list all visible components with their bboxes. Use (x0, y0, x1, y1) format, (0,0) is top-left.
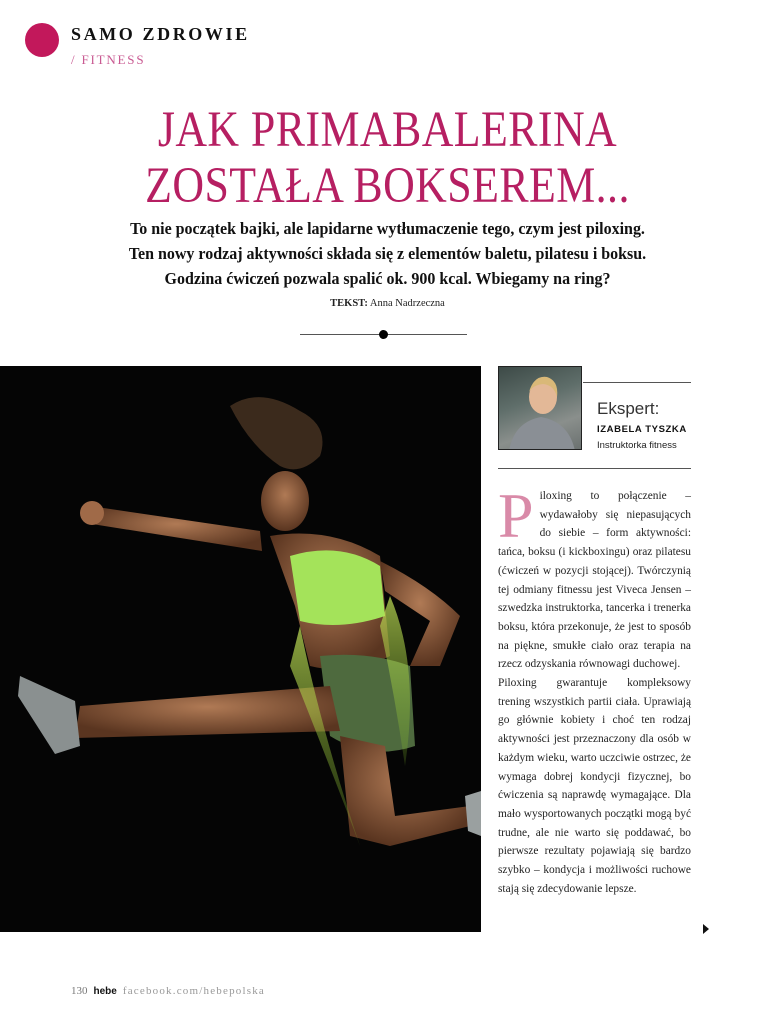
byline (0, 298, 775, 309)
lead-line-2: Ten nowy rodzaj aktywności składa się z elementów baletu, pilatesu i boksu. (128, 244, 647, 263)
body-paragraph-1 (498, 480, 691, 674)
section-marker-dot (25, 23, 59, 57)
article-lead (27, 216, 748, 291)
byline-label: TEKST: (330, 298, 368, 309)
page-footer (71, 985, 265, 997)
lead-line-3: Godzina ćwiczeń pozwala spalić ok. 900 kcal. Wbiegamy na ring? (164, 269, 611, 288)
expert-label: Ekspert: (597, 399, 660, 418)
section-subtitle: / FITNESS (71, 52, 146, 67)
main-photo-athlete (0, 366, 481, 932)
headline-line-1: JAK PRIMABALERINA (157, 102, 618, 158)
article-headline (54, 102, 721, 214)
paragraph-1-text: iloxing to połączenie – wydawałoby się niepasujących do siebie – form aktywności: tańca, boksu (i kickboxingu) oraz pilatesu (ćwiczeń w pozycji stojącej). Twórczynią tej odmiany fitnessu jest Viveca Jensen – szwedzka instruktorka, tancerka i trenerka boksu, która przekonuje, że jest to sposób na piękne, smukłe ciało oraz terapia na rzecz odzyskania równowagi duchowej. (498, 490, 691, 671)
body-paragraph-2: Piloxing gwarantuje kompleksowy trening wszystkich partii ciała. Uprawiają go głównie kobiety i choć ten rodzaj aktywności jest przeznaczony dla osób w każdym wieku, warto uczciwie ostrzec, że wymaga dobrej kondycji fizycznej, bo ćwiczenia są naprawdę wymagające. Dla mało wysportowanych początki mogą być trudne, ale nie warto się poddawać, bo pierwsze rezultaty pojawiają się bardzo szybko – kondycja i możliwości ruchowe stają się zdecydowanie lepsze. (498, 677, 691, 895)
footer-url[interactable]: facebook.com/hebepolska (122, 985, 265, 997)
section-title: SAMO ZDROWIE (71, 24, 250, 44)
byline-author: Anna Nadrzeczna (369, 298, 445, 309)
brand-logo: hebe (93, 986, 117, 997)
page-number: 130 (71, 985, 88, 997)
expert-name: IZABELA TYSZKA (597, 424, 687, 435)
athlete-illustration (0, 366, 481, 932)
drop-cap: P (498, 480, 534, 551)
expert-box-rule-top (583, 382, 691, 383)
expert-role: Instruktorka fitness (597, 440, 677, 451)
continue-triangle-icon (703, 924, 709, 934)
lead-line-1: To nie początek bajki, ale lapidarne wytłumaczenie tego, czym jest piloxing. (130, 219, 645, 238)
headline-line-2: ZOSTAŁA BOKSEREM... (145, 158, 630, 214)
expert-portrait-illustration (499, 367, 582, 450)
expert-portrait (498, 366, 582, 450)
article-body (498, 480, 691, 898)
expert-box-rule-bottom (498, 468, 691, 469)
ornament-dot (379, 330, 388, 339)
